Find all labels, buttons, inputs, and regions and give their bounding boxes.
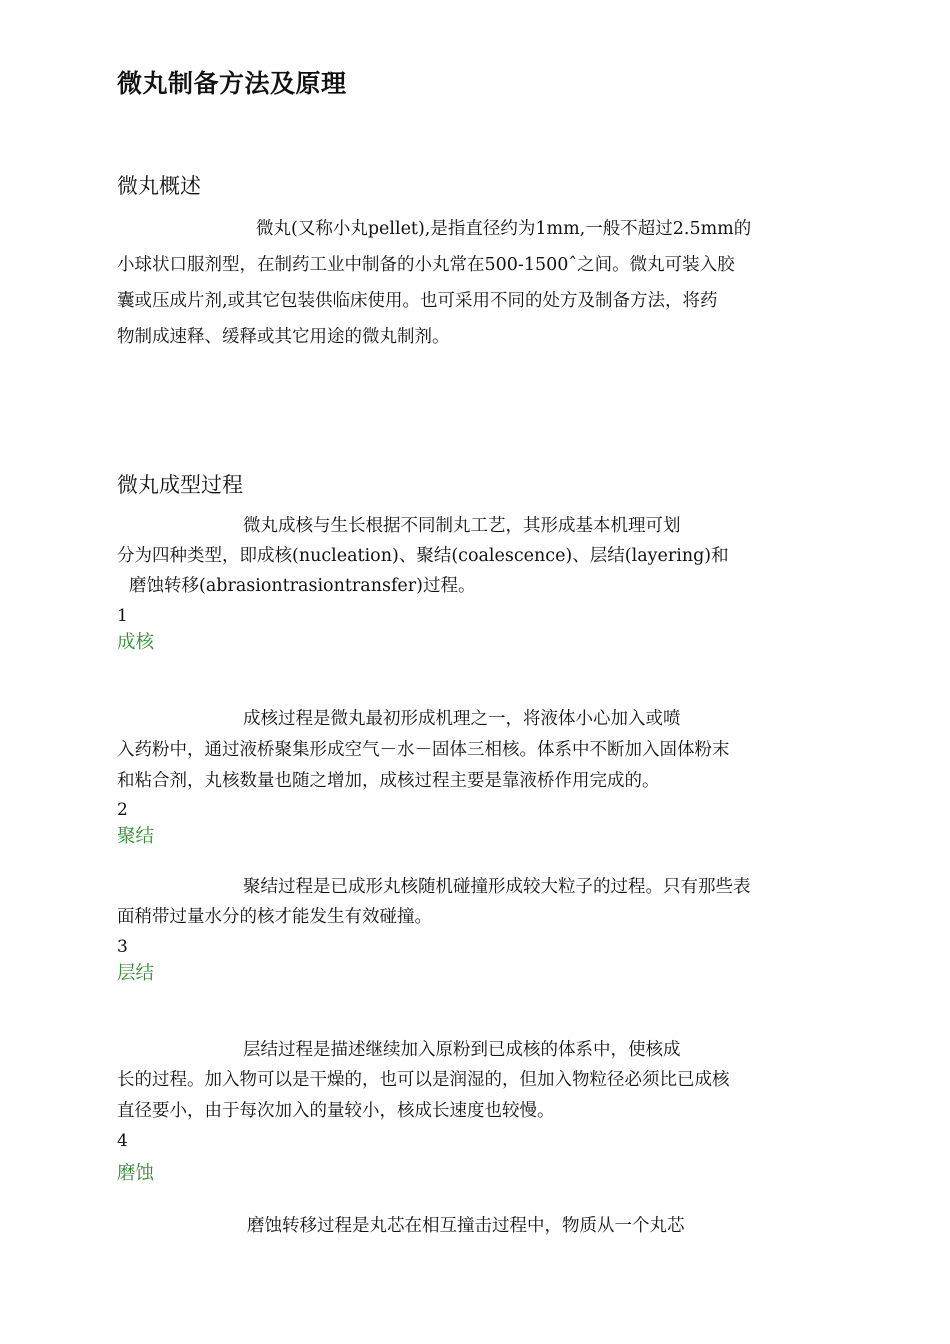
paragraph-line: 面稍带过量水分的核才能发生有效碰撞。 <box>117 907 432 927</box>
paragraph-line: 分为四种类型，即成核(nucleation)、聚结(coalescence)、层结(layering)和 <box>117 546 729 566</box>
section-heading-overview: 微丸概述 <box>117 174 201 198</box>
paragraph-line: 小球状口服剂型，在制药工业中制备的小丸常在500-1500ˆ之间。微丸可装入胶 <box>117 255 735 275</box>
subsection-heading: 磨蚀 <box>117 1163 155 1184</box>
paragraph-line: 微丸成核与生长根据不同制丸工艺，其形成基本机理可划 <box>243 516 681 536</box>
paragraph-line: 聚结过程是已成形丸核随机碰撞形成较大粒子的过程。只有那些表 <box>243 877 751 897</box>
subsection-number: 4 <box>117 1131 128 1151</box>
subsection-number: 3 <box>117 937 128 957</box>
paragraph-line: 长的过程。加入物可以是干燥的，也可以是润湿的，但加入物粒径必须比已成核 <box>117 1070 730 1090</box>
section-heading-formation: 微丸成型过程 <box>117 473 243 497</box>
subsection-number: 2 <box>117 800 128 820</box>
subsection-heading: 成核 <box>117 632 155 653</box>
paragraph-line: 和粘合剂，丸核数量也随之增加，成核过程主要是靠液桥作用完成的。 <box>117 771 660 791</box>
paragraph-line: 磨蚀转移过程是丸芯在相互撞击过程中，物质从一个丸芯 <box>247 1216 685 1236</box>
paragraph-line: 直径要小，由于每次加入的量较小，核成长速度也较慢。 <box>117 1101 555 1121</box>
paragraph-line: 磨蚀转移(abrasiontrasiontransfer)过程。 <box>129 576 476 596</box>
subsection-heading: 层结 <box>117 963 155 984</box>
paragraph-line: 成核过程是微丸最初形成机理之一，将液体小心加入或喷 <box>243 709 681 729</box>
paragraph-line: 物制成速释、缓释或其它用途的微丸制剂。 <box>117 327 450 347</box>
paragraph-line: 微丸(又称小丸pellet),是指直径约为1mm,一般不超过2.5mm的 <box>256 219 752 239</box>
paragraph-line: 层结过程是描述继续加入原粉到已成核的体系中，使核成 <box>243 1040 681 1060</box>
subsection-heading: 聚结 <box>117 826 155 847</box>
paragraph-line: 入药粉中，通过液桥聚集形成空气－水－固体三相核。体系中不断加入固体粉末 <box>117 740 730 760</box>
document-title: 微丸制备方法及原理 <box>117 69 347 98</box>
subsection-number: 1 <box>117 606 128 626</box>
paragraph-line: 囊或压成片剂,或其它包装供临床使用。也可采用不同的处方及制备方法，将药 <box>117 291 718 311</box>
